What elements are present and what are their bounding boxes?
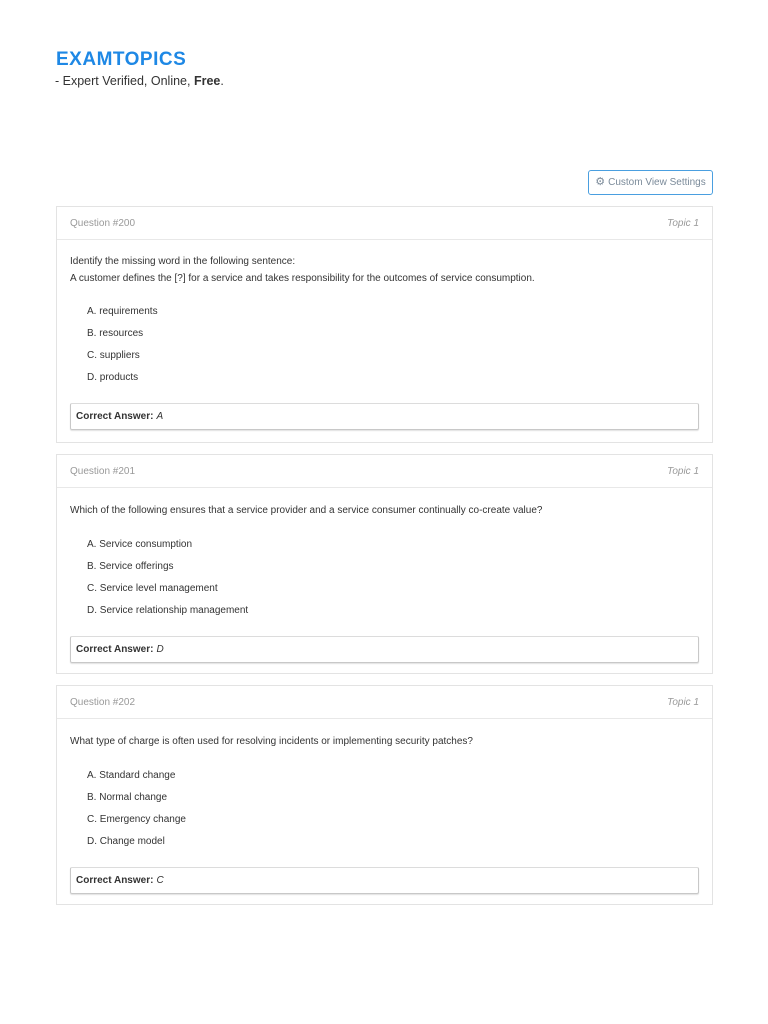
tagline-suffix: . — [220, 74, 224, 88]
choice-list — [87, 769, 699, 857]
tagline — [55, 74, 224, 88]
correct-answer-box — [70, 636, 699, 663]
correct-answer-box — [70, 403, 699, 430]
custom-view-settings-button[interactable] — [588, 170, 713, 195]
choice-list — [87, 305, 699, 393]
question-topic: Topic 1 — [667, 696, 699, 708]
choice-item[interactable]: D. Change model — [87, 836, 165, 847]
question-card — [56, 206, 713, 443]
choice-item[interactable]: B. Service offerings — [87, 561, 174, 572]
choice-list — [87, 538, 699, 626]
question-header — [57, 207, 712, 240]
examtopics-logo[interactable] — [56, 46, 186, 70]
question-topic: Topic 1 — [667, 465, 699, 477]
question-number: Question #200 — [70, 217, 136, 229]
correct-answer-label: Correct Answer: — [76, 644, 154, 655]
question-card — [56, 685, 713, 905]
choice-item[interactable]: B. resources — [87, 328, 144, 339]
question-header — [57, 686, 712, 719]
choice-item[interactable]: A. requirements — [87, 306, 158, 317]
question-text — [70, 502, 699, 519]
choice-item[interactable]: C. suppliers — [87, 350, 140, 361]
question-body — [57, 240, 712, 442]
choice-item[interactable]: A. Service consumption — [87, 539, 193, 550]
choice-item[interactable]: C. Service level management — [87, 583, 218, 594]
choice-item[interactable]: D. products — [87, 372, 139, 383]
question-text — [70, 733, 699, 750]
correct-answer-value: A — [156, 411, 164, 422]
question-header — [57, 455, 712, 488]
question-body — [57, 488, 712, 675]
question-text-line: Which of the following ensures that a service provider and a service consumer continually co-create value? — [70, 505, 543, 516]
correct-answer-value: C — [156, 875, 164, 886]
correct-answer-value: D — [156, 644, 164, 655]
choice-item[interactable]: B. Normal change — [87, 792, 168, 803]
gear-icon: ⚙ — [595, 176, 606, 188]
question-number: Question #201 — [70, 465, 136, 477]
examtopics-logo-graphic — [56, 46, 186, 70]
logo-wordmark: EXAMTOPICS — [56, 49, 186, 70]
choice-item[interactable]: C. Emergency change — [87, 814, 186, 825]
question-text — [70, 253, 699, 287]
correct-answer-label: Correct Answer: — [76, 875, 154, 886]
question-number: Question #202 — [70, 696, 136, 708]
tagline-prefix: - Expert Verified, Online, — [55, 74, 194, 88]
question-text-line: What type of charge is often used for resolving incidents or implementing security patches? — [70, 736, 473, 747]
question-topic: Topic 1 — [667, 217, 699, 229]
choice-item[interactable]: D. Service relationship management — [87, 605, 249, 616]
question-card — [56, 454, 713, 674]
question-text-line: Identify the missing word in the following sentence: — [70, 256, 296, 267]
correct-answer-box — [70, 867, 699, 894]
question-body — [57, 719, 712, 906]
tagline-bold: Free — [193, 74, 221, 88]
choice-item[interactable]: A. Standard change — [87, 770, 176, 781]
question-text-line: A customer defines the [?] for a service and takes responsibility for the outcomes of service consumption. — [70, 273, 535, 284]
custom-view-settings-label: Custom View Settings — [608, 177, 706, 188]
correct-answer-label: Correct Answer: — [76, 411, 154, 422]
